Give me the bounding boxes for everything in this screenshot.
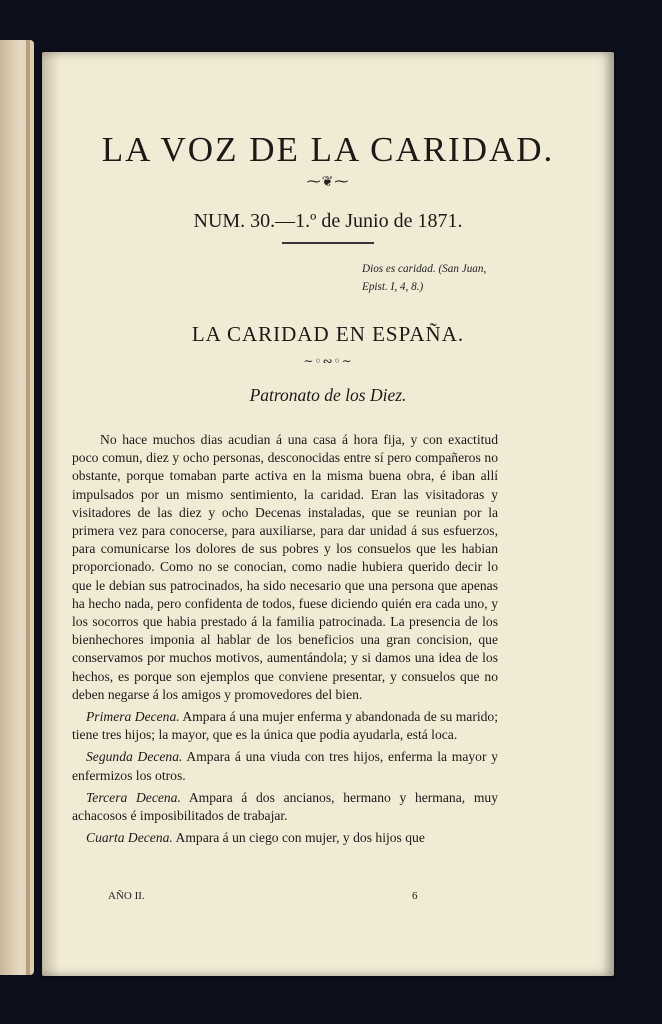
decena-text: Ampara á una viuda con tres hijos, enferma la mayor y enfermizos los otros. <box>72 749 499 783</box>
decena-paragraph <box>72 748 498 784</box>
decena-text: Ampara á un ciego con mujer, y dos hijos que <box>175 830 425 846</box>
decena-label: Cuarta Decena. <box>86 830 173 846</box>
epigraph-line-2: Epist. I, 4, 8.) <box>362 281 424 293</box>
book-spine-shadow <box>26 40 30 975</box>
article-body <box>72 431 498 847</box>
decena-text: Ampara á una mujer enferma y abandonada de su marido; tiene tres hijos; la mayor, que es la única que podia ayudarla, está loca. <box>72 709 498 743</box>
section-title: LA CARIDAD EN ESPAÑA. <box>191 322 465 346</box>
signature-mark: 6 <box>412 890 418 902</box>
document-page <box>42 52 614 976</box>
epigraph-line-1: Dios es caridad. (San Juan, <box>362 263 487 275</box>
small-ornament: ∼◦∾◦∼ <box>303 354 353 368</box>
page-footer <box>108 890 428 902</box>
ornament-flourish: ⁓❦⁓ <box>306 174 350 190</box>
epigraph <box>362 260 600 296</box>
masthead-title: LA VOZ DE LA CARIDAD. <box>101 130 555 169</box>
article-subtitle: Patronato de los Diez. <box>249 385 407 405</box>
decena-label: Segunda Decena. <box>86 749 183 765</box>
volume-label: AÑO II. <box>108 890 145 902</box>
decena-paragraph <box>72 789 498 825</box>
page-gutter <box>42 52 60 976</box>
intro-paragraph: No hace muchos dias acudian á una casa á hora fija, y con exactitud poco comun, diez y ocho personas, desconocidas entre sí pero compañeros no obstante, porque tomaban parte activa en la misma buena obra, é iban allí impulsados por un mismo sentimiento, la caridad. Eran las visitadoras y visitadores de las diez y ocho Decenas instaladas, que se reunian por la primera vez para conocerse, para auxiliarse, para dar unidad á sus esfuerzos, para comunicarse los dolores de sus pobres y los consuelos que les habian proporcionado. Como no se conocian, como nadie hubiera querido decir lo que le debian sus patrocinados, ha sido necesario que una persona que apenas ha hecho nada, pero confidenta de todos, fuese diciendo quién era cada uno, y los socorros que habia prestado á la familia patrocinada. La presencia de los bienhechores imponia al hablar de los beneficios una gran concision, que conservamos por muchos motivos, aumentándola; y si damos una idea de los hechos, es porque son ejemplos que conviene presentar, y consuelos que no deben negarse á los amigos y promovedores del bien. <box>72 432 498 702</box>
decena-paragraph <box>72 708 498 744</box>
decena-paragraph <box>72 829 498 847</box>
divider-rule <box>282 242 374 244</box>
decena-label: Tercera Decena. <box>86 789 181 805</box>
decena-label: Primera Decena. <box>86 709 180 725</box>
issue-line: NUM. 30.—1.º de Junio de 1871. <box>193 210 463 232</box>
decena-text: Ampara á dos ancianos, hermano y hermana, muy achacosos é imposibilitados de trabajar. <box>72 789 498 824</box>
